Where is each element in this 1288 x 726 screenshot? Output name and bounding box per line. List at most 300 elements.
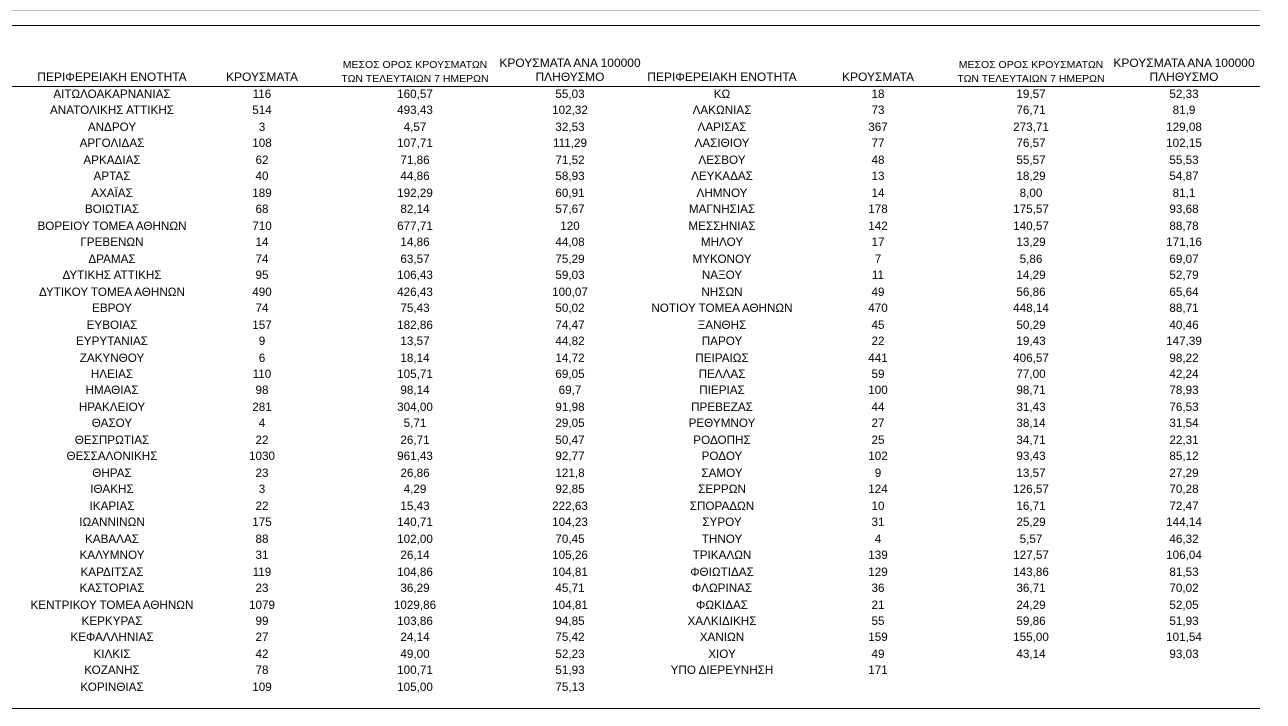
right-table-row	[0, 120, 1288, 136]
left-cell-per100k: 104,23	[552, 516, 588, 530]
left-cell-avg7: 140,71	[397, 516, 433, 530]
left-cell-per100k: 70,45	[555, 532, 585, 546]
right-cell-region: ΧΙΟΥ	[708, 647, 736, 661]
left-cell-cases: 88	[255, 532, 269, 546]
left-cell-cases: 189	[252, 186, 272, 200]
right-cell-cases: 129	[868, 565, 888, 579]
right-cell-region: ΞΑΝΘΗΣ	[697, 318, 747, 332]
right-table-row	[0, 153, 1288, 169]
right-cell-region: ΝΟΤΙΟΥ ΤΟΜΕΑ ΑΘΗΝΩΝ	[651, 302, 793, 316]
left-cell-per100k: 104,81	[552, 598, 588, 612]
right-cell-region: ΛΗΜΝΟΥ	[696, 186, 748, 200]
right-cell-cases: 9	[874, 466, 882, 480]
right-cell-per100k: 106,04	[1166, 549, 1202, 563]
right-cell-avg7: 8,00	[1019, 186, 1043, 200]
left-cell-per100k: 92,77	[555, 450, 585, 464]
right-header-avg-line2: ΤΩΝ ΤΕΛΕΥΤΑΙΩΝ 7 ΗΜΕΡΩΝ	[957, 73, 1105, 85]
right-cell-region: ΧΑΛΚΙΔΙΚΗΣ	[687, 615, 757, 628]
left-cell-per100k: 222,63	[552, 499, 588, 513]
right-cell-cases: 470	[868, 302, 888, 316]
left-cell-avg7: 192,29	[397, 186, 433, 200]
right-cell-cases: 49	[871, 647, 885, 661]
right-cell-per100k: 46,32	[1169, 532, 1199, 546]
right-table-row	[0, 598, 1288, 614]
right-cell-avg7: 16,71	[1016, 499, 1046, 513]
right-table-row	[0, 186, 1288, 202]
left-cell-avg7: 98,14	[400, 384, 430, 398]
right-table-row	[0, 219, 1288, 235]
left-cell-avg7: 36,29	[400, 582, 430, 596]
left-cell-avg7: 18,14	[400, 351, 430, 365]
right-cell-avg7: 126,57	[1013, 483, 1049, 497]
left-cell-avg7: 1029,86	[393, 598, 437, 612]
left-cell-per100k: 69,05	[555, 367, 585, 381]
right-cell-per100k: 52,33	[1169, 88, 1199, 101]
right-cell-cases: 55	[871, 615, 885, 628]
right-cell-cases: 73	[871, 104, 885, 118]
right-cell-region: ΜΥΚΟΝΟΥ	[692, 252, 752, 266]
right-cell-per100k: 102,15	[1166, 137, 1202, 151]
right-cell-region: ΠΡΕΒΕΖΑΣ	[691, 400, 753, 414]
right-cell-region: ΛΑΚΩΝΙΑΣ	[692, 104, 752, 118]
right-cell-region: ΠΙΕΡΙΑΣ	[699, 384, 745, 398]
left-cell-avg7: 75,43	[400, 302, 430, 316]
left-cell-region: ΑΝΔΡΟΥ	[87, 120, 137, 134]
right-table-row	[0, 235, 1288, 251]
left-cell-region: ΘΕΣΣΑΛΟΝΙΚΗΣ	[66, 450, 158, 464]
left-cell-avg7: 5,71	[403, 417, 427, 431]
right-table-row	[0, 169, 1288, 185]
left-cell-per100k: 94,85	[555, 615, 585, 628]
left-cell-avg7: 107,71	[397, 137, 433, 151]
right-cell-cases: 100	[868, 384, 888, 398]
right-table-row	[0, 285, 1288, 301]
top-border	[12, 25, 1260, 26]
right-cell-cases: 45	[871, 318, 885, 332]
left-cell-avg7: 26,86	[400, 466, 430, 480]
right-table-row	[0, 433, 1288, 449]
left-cell-per100k: 69,7	[558, 384, 582, 398]
right-cell-region: ΜΑΓΝΗΣΙΑΣ	[688, 203, 756, 217]
right-cell-per100k: 27,29	[1169, 466, 1199, 480]
right-cell-region: ΠΑΡΟΥ	[701, 335, 743, 349]
right-table-row	[0, 630, 1288, 646]
right-cell-region: ΧΑΝΙΩΝ	[699, 631, 745, 645]
bottom-border	[12, 708, 1260, 709]
right-table-row	[0, 449, 1288, 465]
right-cell-cases: 4	[874, 532, 882, 546]
right-table-row	[0, 351, 1288, 367]
right-cell-region: ΝΗΣΩΝ	[701, 285, 743, 299]
right-cell-per100k: 70,02	[1169, 582, 1199, 596]
right-cell-region: ΦΩΚΙΔΑΣ	[696, 598, 748, 612]
left-cell-region: ΖΑΚΥΝΘΟΥ	[79, 351, 145, 365]
right-cell-avg7: 76,57	[1016, 137, 1046, 151]
left-cell-cases: 22	[255, 433, 269, 447]
left-cell-per100k: 75,42	[555, 631, 585, 645]
left-cell-region: ΕΥΒΟΙΑΣ	[86, 318, 138, 332]
right-cell-cases: 124	[868, 483, 888, 497]
left-cell-cases: 9	[258, 335, 266, 349]
left-cell-avg7: 493,43	[397, 104, 433, 118]
left-cell-region: ΚΑΡΔΙΤΣΑΣ	[80, 565, 144, 579]
right-cell-cases: 7	[874, 252, 882, 266]
left-cell-region: ΚΟΡΙΝΘΙΑΣ	[80, 680, 144, 694]
right-table-row	[0, 301, 1288, 317]
left-cell-region: ΑΙΤΩΛΟΑΚΑΡΝΑΝΙΑΣ	[53, 88, 171, 101]
left-cell-cases: 1079	[248, 598, 275, 612]
left-cell-avg7: 105,71	[397, 367, 433, 381]
right-cell-cases: 102	[868, 450, 888, 464]
left-cell-region: ΔΡΑΜΑΣ	[88, 252, 136, 266]
right-cell-cases: 13	[871, 170, 885, 184]
left-cell-region: ΔΥΤΙΚΗΣ ΑΤΤΙΚΗΣ	[62, 269, 162, 283]
left-header-avg	[325, 58, 505, 86]
right-cell-avg7: 13,29	[1016, 236, 1046, 250]
left-cell-region: ΗΛΕΙΑΣ	[90, 367, 134, 381]
right-cell-per100k: 101,54	[1166, 631, 1202, 645]
right-cell-avg7: 18,29	[1016, 170, 1046, 184]
left-cell-region: ΔΥΤΙΚΟΥ ΤΟΜΕΑ ΑΘΗΝΩΝ	[39, 285, 185, 299]
right-table-row	[0, 367, 1288, 383]
right-cell-per100k: 93,68	[1169, 203, 1199, 217]
right-cell-per100k: 171,16	[1166, 236, 1202, 250]
right-cell-avg7: 43,14	[1016, 647, 1046, 661]
right-cell-cases: 159	[868, 631, 888, 645]
right-cell-cases: 367	[868, 120, 888, 134]
left-cell-avg7: 4,29	[403, 483, 427, 497]
right-cell-avg7: 25,29	[1016, 516, 1046, 530]
left-cell-per100k: 111,29	[552, 137, 587, 151]
left-cell-cases: 23	[255, 582, 269, 596]
left-cell-cases: 74	[255, 252, 269, 266]
left-cell-region: ΚΕΝΤΡΙΚΟΥ ΤΟΜΕΑ ΑΘΗΝΩΝ	[30, 598, 194, 612]
right-table-row	[0, 614, 1288, 630]
right-cell-region: ΣΑΜΟΥ	[701, 466, 743, 480]
right-cell-per100k: 40,46	[1169, 318, 1199, 332]
right-table-row	[0, 318, 1288, 334]
left-cell-region: ΘΗΡΑΣ	[92, 466, 132, 480]
right-cell-cases: 17	[871, 236, 885, 250]
right-cell-avg7: 77,00	[1016, 367, 1046, 381]
left-cell-cases: 110	[252, 367, 272, 381]
right-cell-cases: 77	[871, 137, 885, 151]
left-cell-avg7: 100,71	[397, 664, 433, 678]
left-cell-avg7: 304,00	[397, 400, 433, 414]
right-cell-region: ΛΕΥΚΑΔΑΣ	[691, 170, 753, 184]
left-cell-avg7: 24,14	[400, 631, 430, 645]
left-cell-avg7: 15,43	[400, 499, 430, 513]
right-cell-avg7: 38,14	[1016, 417, 1046, 431]
left-cell-avg7: 49,00	[400, 647, 430, 661]
left-cell-cases: 108	[252, 137, 272, 151]
right-cell-avg7: 93,43	[1016, 450, 1046, 464]
right-table-row	[0, 466, 1288, 482]
right-table-row	[0, 202, 1288, 218]
right-header-per100k-line1: ΚΡΟΥΣΜΑΤΑ ΑΝΑ 100000	[1113, 56, 1255, 70]
right-cell-avg7: 13,57	[1016, 466, 1046, 480]
left-cell-region: ΚΕΡΚΥΡΑΣ	[81, 615, 143, 628]
right-cell-region: ΥΠΟ ΔΙΕΡΕΥΝΗΣΗ	[670, 664, 774, 678]
right-cell-cases: 36	[871, 582, 885, 596]
right-cell-avg7: 59,86	[1016, 615, 1046, 628]
left-cell-region: ΚΑΒΑΛΑΣ	[84, 532, 139, 546]
left-cell-cases: 109	[252, 680, 272, 694]
right-cell-cases: 139	[868, 549, 888, 563]
right-cell-per100k: 98,22	[1169, 351, 1199, 365]
right-cell-per100k: 129,08	[1166, 120, 1202, 134]
right-table-row	[0, 581, 1288, 597]
right-cell-cases: 178	[868, 203, 888, 217]
right-cell-per100k: 81,1	[1172, 186, 1196, 200]
right-cell-avg7: 36,71	[1016, 582, 1046, 596]
left-cell-per100k: 52,23	[555, 647, 585, 661]
right-cell-avg7: 55,57	[1016, 153, 1046, 167]
left-cell-per100k: 104,81	[552, 565, 588, 579]
right-table-row	[0, 548, 1288, 564]
right-cell-region: ΤΗΝΟΥ	[701, 532, 743, 546]
right-cell-cases: 171	[868, 664, 888, 678]
right-cell-avg7: 50,29	[1016, 318, 1046, 332]
right-table-row	[0, 499, 1288, 515]
left-cell-avg7: 63,57	[400, 252, 430, 266]
left-cell-avg7: 160,57	[397, 88, 433, 101]
left-cell-region: ΗΡΑΚΛΕΙΟΥ	[78, 400, 146, 414]
right-cell-per100k: 55,53	[1169, 153, 1199, 167]
right-cell-cases: 21	[871, 598, 885, 612]
right-cell-per100k: 70,28	[1169, 483, 1199, 497]
right-cell-region: ΜΗΛΟΥ	[700, 236, 744, 250]
left-cell-region: ΙΩΑΝΝΙΝΩΝ	[79, 516, 145, 530]
right-cell-region: ΡΟΔΟΥ	[701, 450, 743, 464]
right-cell-per100k: 76,53	[1169, 400, 1199, 414]
right-cell-region: ΚΩ	[713, 88, 731, 101]
left-cell-per100k: 60,91	[555, 186, 585, 200]
left-cell-region: ΚΕΦΑΛΛΗΝΙΑΣ	[70, 631, 154, 645]
left-cell-avg7: 182,86	[397, 318, 433, 332]
right-cell-avg7: 5,57	[1019, 532, 1043, 546]
left-cell-avg7: 102,00	[397, 532, 433, 546]
left-cell-cases: 98	[255, 384, 269, 398]
right-cell-region: ΠΕΙΡΑΙΩΣ	[695, 351, 749, 365]
right-cell-avg7: 31,43	[1016, 400, 1046, 414]
left-cell-region: ΚΑΛΥΜΝΟΥ	[79, 549, 145, 563]
left-cell-avg7: 961,43	[397, 450, 433, 464]
left-cell-region: ΑΡΓΟΛΙΔΑΣ	[79, 137, 145, 151]
left-cell-cases: 74	[255, 302, 269, 316]
left-cell-avg7: 103,86	[397, 615, 433, 628]
left-cell-per100k: 59,03	[555, 269, 585, 283]
right-table-body	[0, 87, 1288, 680]
right-cell-cases: 142	[868, 219, 888, 233]
left-cell-per100k: 120	[560, 219, 580, 233]
right-cell-region: ΛΑΡΙΣΑΣ	[697, 120, 747, 134]
right-cell-region: ΛΑΣΙΘΙΟΥ	[694, 137, 750, 151]
left-cell-cases: 27	[255, 631, 269, 645]
right-cell-avg7: 98,71	[1016, 384, 1046, 398]
left-cell-per100k: 75,29	[555, 252, 585, 266]
right-cell-per100k: 51,93	[1169, 615, 1199, 628]
right-cell-per100k: 78,93	[1169, 384, 1199, 398]
left-cell-region: ΒΟΡΕΙΟΥ ΤΟΜΕΑ ΑΘΗΝΩΝ	[37, 219, 187, 233]
left-cell-per100k: 100,07	[552, 285, 588, 299]
right-cell-region: ΝΑΞΟΥ	[701, 269, 743, 283]
left-cell-avg7: 26,14	[400, 549, 430, 563]
right-header-cases: ΚΡΟΥΣΜΑΤΑ	[842, 70, 914, 84]
right-cell-avg7: 175,57	[1013, 203, 1049, 217]
right-cell-avg7: 5,86	[1019, 252, 1043, 266]
left-cell-cases: 42	[255, 647, 269, 661]
right-table-row	[0, 103, 1288, 119]
right-cell-region: ΛΕΣΒΟΥ	[698, 153, 746, 167]
right-cell-region: ΣΠΟΡΑΔΩΝ	[689, 499, 755, 513]
left-cell-region: ΕΥΡΥΤΑΝΙΑΣ	[76, 335, 148, 349]
right-table-row	[0, 383, 1288, 399]
right-cell-cases: 31	[871, 516, 885, 530]
left-cell-cases: 62	[255, 153, 269, 167]
right-header-per100k	[1094, 56, 1274, 84]
left-header-region: ΠΕΡΙΦΕΡΕΙΑΚΗ ΕΝΟΤΗΤΑ	[37, 70, 187, 84]
left-cell-avg7: 4,57	[403, 120, 427, 134]
left-cell-cases: 31	[255, 549, 269, 563]
left-table-row	[0, 680, 646, 696]
left-header-per100k-line1: ΚΡΟΥΣΜΑΤΑ ΑΝΑ 100000	[499, 56, 641, 70]
left-cell-per100k: 29,05	[555, 417, 585, 431]
right-cell-cases: 48	[871, 153, 885, 167]
right-cell-region: ΜΕΣΣΗΝΙΑΣ	[688, 219, 756, 233]
right-cell-avg7: 273,71	[1013, 120, 1049, 134]
right-cell-per100k: 144,14	[1166, 516, 1202, 530]
right-cell-per100k: 42,24	[1169, 367, 1199, 381]
right-cell-avg7: 14,29	[1016, 269, 1046, 283]
right-table-row	[0, 268, 1288, 284]
right-table-row	[0, 647, 1288, 663]
left-cell-region: ΑΝΑΤΟΛΙΚΗΣ ΑΤΤΙΚΗΣ	[50, 104, 174, 118]
right-cell-cases: 25	[871, 433, 885, 447]
left-cell-avg7: 44,86	[400, 170, 430, 184]
right-cell-per100k: 85,12	[1169, 450, 1199, 464]
left-cell-cases: 68	[255, 203, 269, 217]
right-cell-per100k: 147,39	[1166, 335, 1202, 349]
right-table-row	[0, 334, 1288, 350]
right-cell-avg7: 19,57	[1016, 88, 1046, 101]
right-header-region: ΠΕΡΙΦΕΡΕΙΑΚΗ ΕΝΟΤΗΤΑ	[647, 70, 797, 84]
right-cell-per100k: 81,9	[1172, 104, 1196, 118]
left-cell-per100k: 105,26	[552, 549, 588, 563]
left-header-per100k-line2: ΠΛΗΘΥΣΜΟ	[535, 70, 605, 84]
right-table-row	[0, 252, 1288, 268]
left-cell-per100k: 92,85	[555, 483, 585, 497]
right-cell-cases: 18	[871, 88, 885, 101]
left-cell-cases: 3	[258, 120, 266, 134]
right-cell-cases: 59	[871, 367, 885, 381]
left-cell-region: ΑΧΑΪΑΣ	[91, 186, 133, 200]
left-cell-region: ΑΡΚΑΔΙΑΣ	[83, 153, 141, 167]
left-cell-per100k: 55,03	[555, 88, 585, 101]
right-cell-region: ΡΕΘΥΜΝΟΥ	[688, 417, 756, 431]
left-cell-per100k: 14,72	[555, 351, 585, 365]
right-cell-per100k: 65,64	[1169, 285, 1199, 299]
left-cell-cases: 281	[252, 400, 272, 414]
left-cell-per100k: 44,08	[555, 236, 585, 250]
left-cell-avg7: 104,86	[397, 565, 433, 579]
right-table-row	[0, 87, 1288, 103]
left-cell-avg7: 677,71	[397, 219, 433, 233]
left-cell-cases: 710	[252, 219, 272, 233]
right-cell-per100k: 69,07	[1169, 252, 1199, 266]
left-cell-per100k: 32,53	[555, 120, 585, 134]
left-cell-cases: 6	[258, 351, 266, 365]
right-cell-per100k: 54,87	[1169, 170, 1199, 184]
left-cell-region: ΚΙΛΚΙΣ	[93, 647, 131, 661]
right-cell-region: ΣΥΡΟΥ	[702, 516, 742, 530]
right-table-row	[0, 565, 1288, 581]
left-cell-per100k: 91,98	[555, 400, 585, 414]
right-cell-region: ΦΛΩΡΙΝΑΣ	[691, 582, 753, 596]
right-cell-cases: 44	[871, 400, 885, 414]
left-cell-avg7: 106,43	[397, 269, 433, 283]
left-cell-avg7: 105,00	[397, 680, 433, 694]
right-cell-cases: 49	[871, 285, 885, 299]
left-cell-cases: 14	[255, 236, 269, 250]
left-cell-per100k: 102,32	[552, 104, 588, 118]
left-cell-avg7: 426,43	[397, 285, 433, 299]
left-cell-region: ΘΕΣΠΡΩΤΙΑΣ	[74, 433, 150, 447]
left-cell-region: ΙΚΑΡΙΑΣ	[89, 499, 135, 513]
right-table-row	[0, 400, 1288, 416]
left-cell-region: ΓΡΕΒΕΝΩΝ	[80, 236, 144, 250]
right-cell-avg7: 155,00	[1013, 631, 1049, 645]
right-cell-avg7: 76,71	[1016, 104, 1046, 118]
left-cell-per100k: 121,8	[555, 466, 585, 480]
left-cell-cases: 23	[255, 466, 269, 480]
right-cell-per100k: 52,79	[1169, 269, 1199, 283]
left-cell-cases: 490	[252, 285, 272, 299]
right-cell-region: ΡΟΔΟΠΗΣ	[693, 433, 751, 447]
right-cell-region: ΣΕΡΡΩΝ	[698, 483, 746, 497]
left-cell-avg7: 82,14	[400, 203, 430, 217]
right-table-row	[0, 532, 1288, 548]
right-cell-avg7: 19,43	[1016, 335, 1046, 349]
right-cell-region: ΦΘΙΩΤΙΔΑΣ	[690, 565, 754, 579]
left-cell-region: ΗΜΑΘΙΑΣ	[85, 384, 139, 398]
left-cell-region: ΕΒΡΟΥ	[92, 302, 132, 316]
right-header-avg-line1: ΜΕΣΟΣ ΟΡΟΣ ΚΡΟΥΣΜΑΤΩΝ	[958, 59, 1104, 71]
right-cell-per100k: 81,53	[1169, 565, 1199, 579]
right-cell-cases: 10	[871, 499, 885, 513]
left-cell-cases: 175	[252, 516, 272, 530]
left-cell-per100k: 57,67	[555, 203, 585, 217]
right-header-per100k-line2: ΠΛΗΘΥΣΜΟ	[1149, 70, 1219, 84]
left-cell-cases: 119	[252, 565, 272, 579]
left-cell-cases: 78	[255, 664, 269, 678]
right-cell-per100k: 52,05	[1169, 598, 1199, 612]
left-cell-per100k: 58,93	[555, 170, 585, 184]
right-cell-per100k: 72,47	[1169, 499, 1199, 513]
right-cell-avg7: 34,71	[1016, 433, 1046, 447]
right-cell-avg7: 127,57	[1013, 549, 1049, 563]
right-cell-per100k: 88,71	[1169, 302, 1199, 316]
left-cell-per100k: 50,47	[555, 433, 585, 447]
left-header-cases: ΚΡΟΥΣΜΑΤΑ	[226, 70, 298, 84]
left-cell-per100k: 51,93	[555, 664, 585, 678]
right-cell-avg7: 24,29	[1016, 598, 1046, 612]
left-cell-avg7: 14,86	[400, 236, 430, 250]
top-divider	[12, 10, 1260, 11]
right-cell-avg7: 56,86	[1016, 285, 1046, 299]
right-cell-per100k: 88,78	[1169, 219, 1199, 233]
left-header-avg-line2: ΤΩΝ ΤΕΛΕΥΤΑΙΩΝ 7 ΗΜΕΡΩΝ	[341, 73, 489, 85]
